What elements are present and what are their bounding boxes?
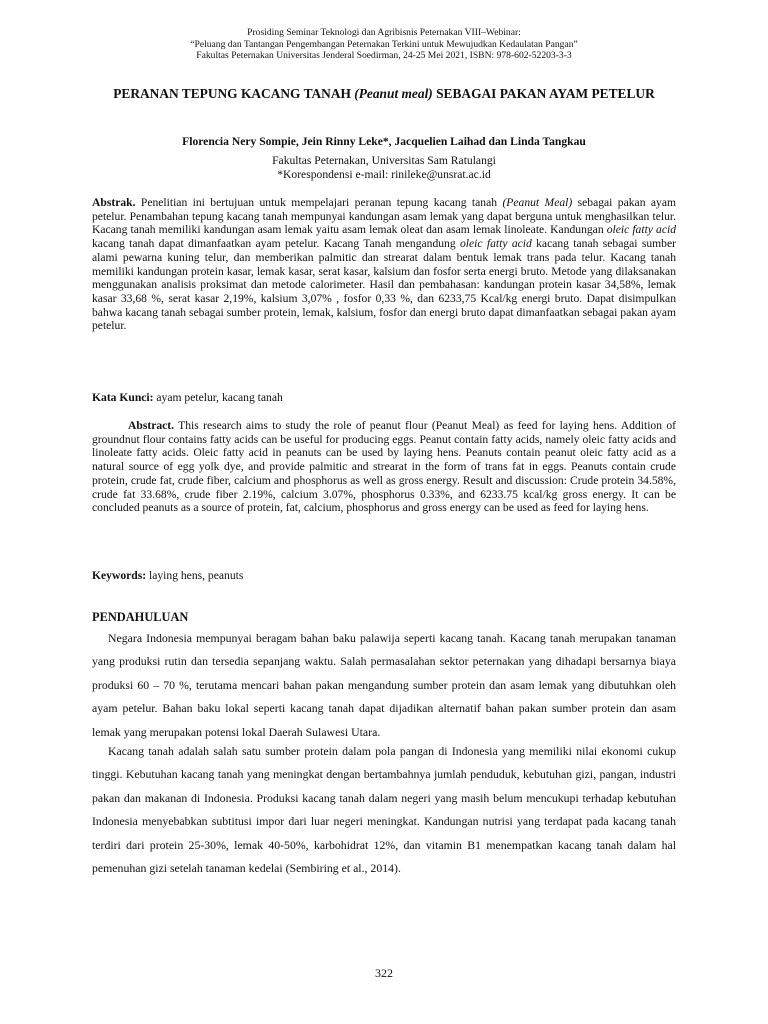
title-part-1: PERANAN TEPUNG KACANG TANAH — [113, 86, 355, 101]
abstrak-text-4: kacang tanah sebagai sumber alami pewarna kuning telur, dan memberikan palmitic dan strearat dalam bentuk lemak trans pada telur. Kacang tanah memiliki kandungan protein kasar, lemak kasar, serat kasar, kalsium dan fosfor serta energi bruto. Metode yang dilaksanakan menggunakan analisis proksimat dan metode calorimeter. Hasil dan pembahasan: kandungan protein kasar 34,58%, lemak kasar 33,68 %, serat kasar 2,19%, kalsium 3,07% , fosfor 0,33 %, dan 6233,75 Kcal/kg energi bruto. Dapat disimpulkan bahwa kacang tanah sebagai sumber protein, lemak, kalsium, fosfor dan energi bruto dapat dimanfaatkan sebagai pakan ayam petelur. — [92, 237, 676, 333]
abstrak-text-2: sebagai pakan ayam petelur. Penambahan tepung kacang tanah mempunyai kandungan asam lemak yang dapat berguna untuk menghasilkan telur. Kacang tanah memiliki kandungan asam lemak yaitu asam lemak oleat dan asam lemak linoleate. Kandungan — [92, 196, 676, 237]
page-number: 322 — [375, 966, 393, 980]
abstrak-text-1: Penelitian ini bertujuan untuk mempelajari peranan tepung kacang tanah — [135, 196, 503, 209]
keywords-value: laying hens, peanuts — [146, 569, 244, 582]
affiliation — [0, 154, 768, 182]
abstrak-label: Abstrak. — [92, 196, 136, 209]
abstract-text: This research aims to study the role of peanut flour (Peanut Meal) as feed for laying hens. Addition of groundnut flour contains fatty acids can be useful for producing eggs. Peanut contain fatty acids, namely oleic fatty acids and linoleate fatty acids. Oleic fatty acid in peanuts can be used by laying hens. Peanuts contain peanut oleic fatty acid as a natural source of egg yolk dye, and provide palmitic and strearat in the form of trans fat in eggs. Peanuts contain crude protein, crude fat, crude fiber, calcium and phosphorus as well as gross energy. Result and discussion: Crude protein 34.58%, crude fat 33.68%, crude fiber 2.19%, calcium 3.07%, phosphorus 0.33%, and 6233.75 kcal/kg gross energy. It can be concluded peanuts as a source of protein, fat, calcium, phosphorus and gross energy can be used as feed for laying hens. — [92, 419, 676, 515]
body-paragraph: Negara Indonesia mempunyai beragam bahan baku palawija seperti kacang tanah. Kacang tanah merupakan tanaman yang produksi rutin dan tersedia sepanjang waktu. Salah permasalahan sektor peternakan yang dihadapi bersarnya biaya produksi 60 – 70 %, terutama mencari bahan pakan mengandung sumber protein dan asam lemak yang dibutuhkan oleh ayam petelur. Bahan baku lokal seperti kacang tanah dapat dijadikan alternatif bahan pakan sumber protein dan asam lemak yang merupakan potensi lokal Daerah Sulawesi Utara. — [92, 631, 676, 739]
title-italic: (Peanut meal) — [354, 86, 433, 101]
abstrak-text-3: kacang tanah dapat dimanfaatkan ayam petelur. Kacang Tanah mengandung — [92, 237, 460, 251]
abstrak-italic-1: (Peanut Meal) — [502, 196, 573, 209]
correspondence-email: *Korespondensi e-mail: rinileke@unsrat.ac.id — [277, 168, 491, 181]
abstract-label: Abstract. — [128, 419, 175, 432]
abstrak-italic-3: oleic fatty acid — [460, 237, 532, 251]
keywords — [92, 569, 676, 583]
title-part-2: SEBAGAI PAKAN AYAM PETELUR — [432, 86, 655, 101]
proceedings-header — [0, 27, 768, 62]
paper-title — [95, 86, 673, 102]
keywords-label: Keywords: — [92, 569, 147, 582]
author-list: Florencia Nery Sompie, Jein Rinny Leke*, Jacquelien Laihad dan Linda Tangkau — [182, 135, 586, 148]
kata-kunci-label: Kata Kunci: — [92, 391, 154, 404]
institution: Fakultas Peternakan, Universitas Sam Ratulangi — [272, 154, 496, 167]
section-heading: PENDAHULUAN — [92, 610, 189, 624]
abstract-english — [92, 419, 676, 515]
header-line-3: Fakultas Peternakan Universitas Jenderal Soedirman, 24-25 Mei 2021, ISBN: 978-602-52203-3-3 — [196, 50, 572, 61]
abstrak-italic-2: oleic fatty acid — [606, 223, 676, 237]
kata-kunci-value: ayam petelur, kacang tanah — [153, 391, 283, 404]
header-line-2: “Peluang dan Tantangan Pengembangan Peternakan Terkini untuk Mewujudkan Kedaulatan Pangan” — [190, 38, 578, 50]
body-paragraph: Kacang tanah adalah salah satu sumber protein dalam pola pangan di Indonesia yang memiliki nilai ekonomi cukup tinggi. Kebutuhan kacang tanah yang meningkat dengan bertambahnya jumlah penduduk, kebutuhan gizi, pangan, industri pakan dan makanan di Indonesia. Produksi kacang tanah dalam negeri yang masih belum mencukupi terhadap kebutuhan Indonesia menyebabkan subtitusi impor dari luar negeri meningkat. Kandungan nutrisi yang terdapat pada kacang tanah terdiri dari protein 25-30%, lemak 40-50%, karbohidrat 12%, dan vitamin B1 menempatkan kacang tanah dalam hal pemenuhan gizi setelah tanaman kedelai (Sembiring et al., 2014). — [92, 744, 676, 876]
header-line-1: Prosiding Seminar Teknologi dan Agribisnis Peternakan VIII–Webinar: — [247, 27, 521, 38]
abstrak-indonesian — [92, 196, 676, 333]
kata-kunci — [92, 391, 676, 405]
